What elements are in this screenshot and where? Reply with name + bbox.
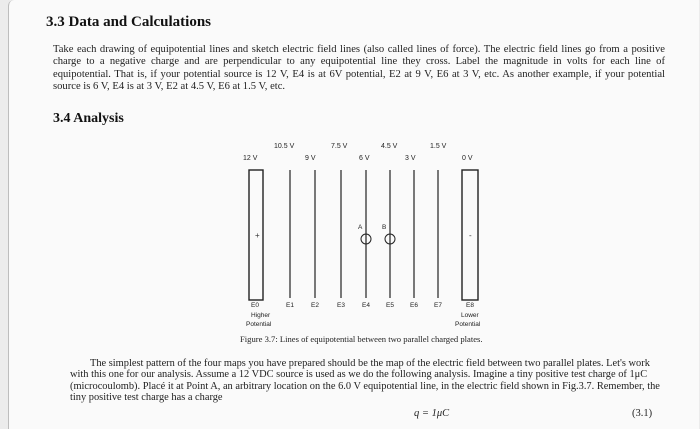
line-label-e5: E5 (386, 302, 394, 309)
plus-sign: + (255, 231, 260, 240)
lower-label-line2: Potential (455, 321, 481, 328)
body-paragraph-text: The simplest pattern of the four maps you have prepared should be the map of the electric field between two parallel plates. Let's work with this one for our analysis. Assume a 12 VDC source is used as we do the following analysis. Imagine a tiny positive test charge of 1μC (microcoulomb). Placé it at Point A, an arbitrary location on the 6.0 V equipotential line, in the electric field shown in Fig.3.7. Remember, the tiny positive test charge has a charge (70, 358, 660, 403)
point-a-label: A (358, 224, 363, 231)
higher-label-line1: Higher (251, 312, 271, 319)
subsection-heading: 3.4 Analysis (53, 111, 124, 126)
voltage-label-9v: 9 V (305, 155, 316, 162)
higher-label-line2: Potential (246, 321, 272, 328)
voltage-label-3v: 3 V (405, 155, 416, 162)
equation-number: (3.1) (632, 408, 653, 419)
voltage-label-12v: 12 V (243, 155, 258, 162)
figure-caption: Figure 3.7: Lines of equipotential between two parallel charged plates. (240, 334, 483, 344)
voltage-label-7-5v: 7.5 V (331, 143, 348, 150)
line-label-e0: E0 (251, 302, 259, 309)
voltage-label-4-5v: 4.5 V (381, 143, 398, 150)
line-label-e1: E1 (286, 302, 294, 309)
line-label-e3: E3 (337, 302, 345, 309)
section-heading: 3.3 Data and Calculations (46, 14, 212, 30)
voltage-label-1-5v: 1.5 V (430, 143, 447, 150)
line-label-e4: E4 (362, 302, 370, 309)
line-label-e2: E2 (311, 302, 319, 309)
minus-sign: - (469, 231, 472, 240)
body-paragraph (70, 358, 664, 403)
point-b-label: B (382, 224, 387, 231)
line-label-e7: E7 (434, 302, 442, 309)
voltage-label-10-5v: 10.5 V (274, 143, 295, 150)
line-label-e6: E6 (410, 302, 418, 309)
line-label-e8: E8 (466, 302, 474, 309)
voltage-label-0v: 0 V (462, 155, 473, 162)
section-paragraph: Take each drawing of equipotential lines and sketch electric field lines (also called lines of force). The electric field lines go from a positive charge to a negative charge and are perpendicular to any equipotential line they cross. Label the magnitude in volts for each line of equipotential. That is, if your potential source is 12 V, E4 is at 6V potential, E2 at 9 V, E6 at 3 V, etc. As another example, if your potential source is 6 V, E4 is at 3 V, E2 at 4.5 V, E6 at 1.5 V, etc. (53, 44, 665, 93)
equation: q = 1μC (414, 408, 450, 419)
voltage-label-6v: 6 V (359, 155, 370, 162)
lower-label-line1: Lower (461, 312, 479, 319)
